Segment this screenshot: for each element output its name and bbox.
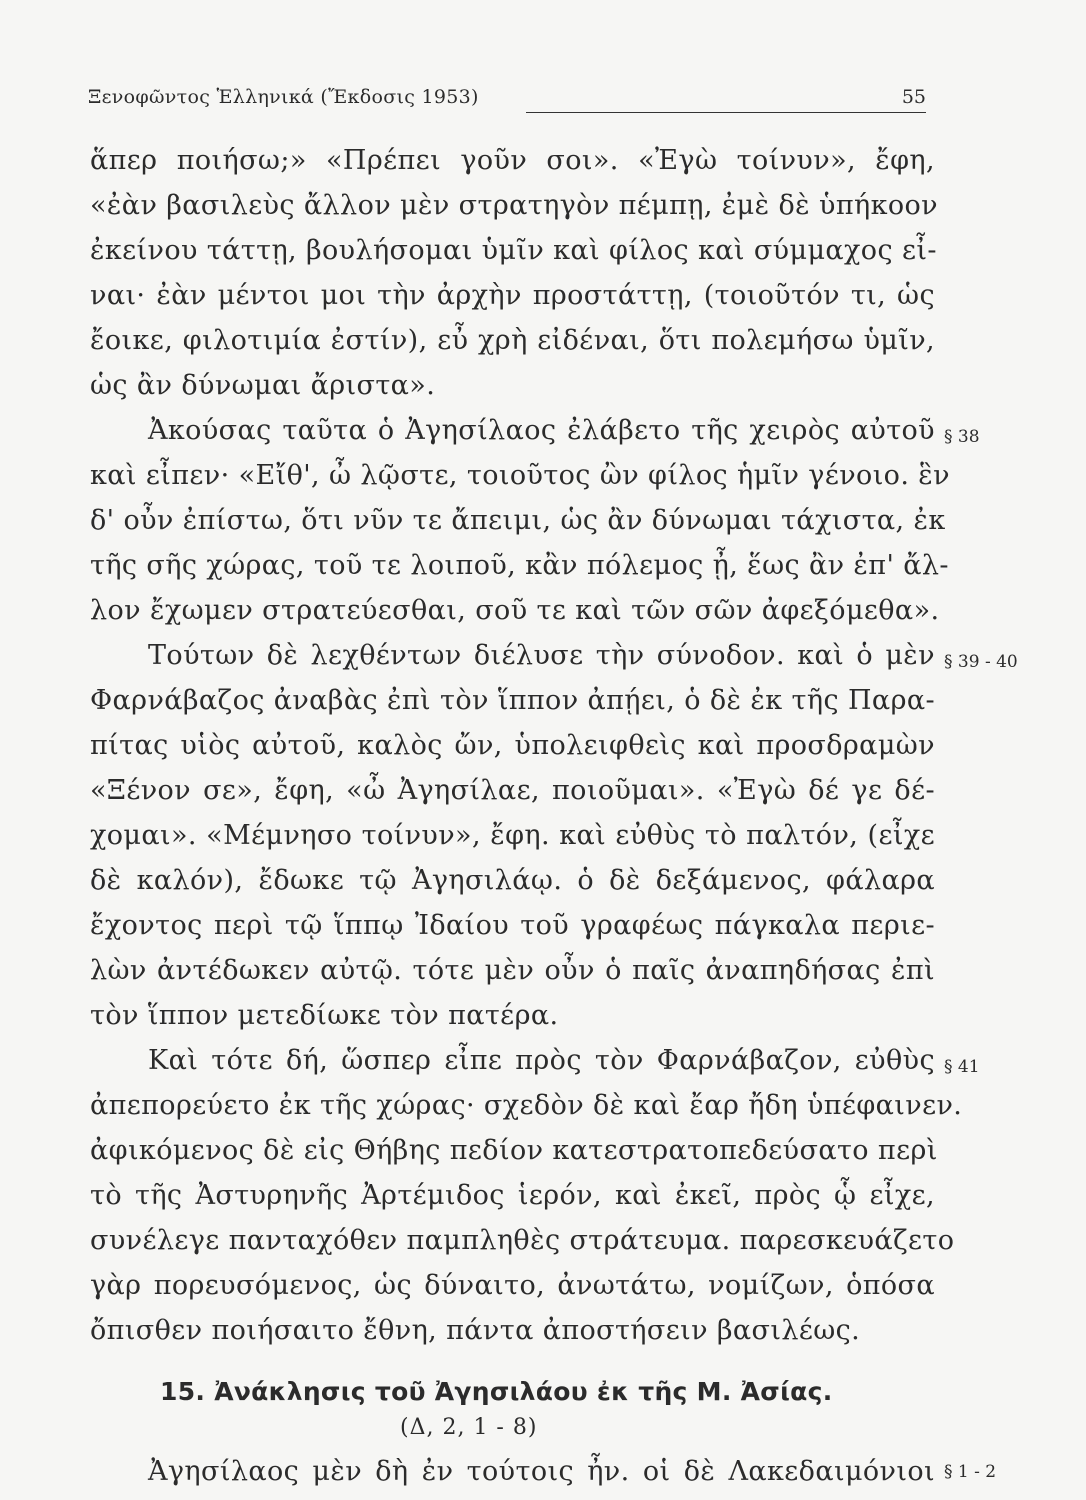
text-line: πίτας υἱὸς αὐτοῦ, καλὸς ὤν, ὑπολειφθεὶς καὶ προσδραμὼν — [90, 730, 935, 761]
text-line: ἀπεπορεύετο ἐκ τῆς χώρας· σχεδὸν δὲ καὶ ἔαρ ἤδη ὑπέφαινεν. — [90, 1090, 963, 1121]
margin-note: § 41 — [944, 1057, 980, 1077]
text-line: ναι· ἐὰν μέντοι μοι τὴν ἀρχὴν προστάττῃ, (τοιοῦτόν τι, ὡς — [90, 280, 935, 311]
text-line: λον ἔχωμεν στρατεύεσθαι, σοῦ τε καὶ τῶν σῶν ἀφεξόμεθα». — [90, 595, 940, 626]
margin-note: § 38 — [944, 427, 980, 447]
text-line: ἔοικε, φιλοτιμία ἐστίν), εὖ χρὴ εἰδέναι, ὅτι πολεμήσω ὑμῖν, — [90, 325, 935, 356]
header-rule — [526, 112, 926, 113]
text-line: ἐκείνου τάττῃ, βουλήσομαι ὑμῖν καὶ φίλος καὶ σύμμαχος εἶ- — [90, 235, 937, 266]
text-line: καὶ εἶπεν· «Εἴθ', ὦ λῷστε, τοιοῦτος ὢν φίλος ἡμῖν γένοιο. ἓν — [90, 460, 950, 491]
page-number: 55 — [901, 86, 926, 108]
text-line: ἔχοντος περὶ τῷ ἵππῳ Ἰδαίου τοῦ γραφέως πάγκαλα περιε- — [90, 910, 935, 941]
text-line: Καὶ τότε δή, ὥσπερ εἶπε πρὸς τὸν Φαρνάβαζον, εὐθὺς — [148, 1045, 935, 1076]
running-title: Ξενοφῶντος Ἑλληνικά (Ἔκδοσις 1953) — [88, 86, 479, 108]
text-line: δὲ καλόν), ἔδωκε τῷ Ἀγησιλάῳ. ὁ δὲ δεξάμενος, φάλαρα — [90, 865, 935, 896]
margin-note: § 39 - 40 — [944, 652, 1018, 672]
text-line: Τούτων δὲ λεχθέντων διέλυσε τὴν σύνοδον. καὶ ὁ μὲν — [148, 640, 935, 671]
text-line: ἅπερ ποιήσω;» «Πρέπει γοῦν σοι». «Ἐγὼ τοίνυν», ἔφη, — [90, 145, 935, 176]
text-line: τὸν ἵππον μετεδίωκε τὸν πατέρα. — [90, 1000, 559, 1031]
text-line: «ἐὰν βασιλεὺς ἄλλον μὲν στρατηγὸν πέμπῃ, ἐμὲ δὲ ὑπήκοον — [90, 190, 938, 221]
text-line: δ' οὖν ἐπίστω, ὅτι νῦν τε ἄπειμι, ὡς ἂν δύνωμαι τάχιστα, ἐκ — [90, 505, 946, 536]
page-header — [88, 86, 926, 116]
text-line: συνέλεγε πανταχόθεν παμπληθὲς στράτευμα. παρεσκευάζετο — [90, 1225, 955, 1256]
text-line: Φαρνάβαζος ἀναβὰς ἐπὶ τὸν ἵππον ἀπῄει, ὁ δὲ ἐκ τῆς Παρα- — [90, 685, 935, 716]
text-line: ὡς ἂν δύνωμαι ἄριστα». — [90, 370, 436, 401]
text-line: ἀφικόμενος δὲ εἰς Θήβης πεδίον κατεστρατοπεδεύσατο περὶ — [90, 1135, 938, 1166]
section-reference: (Δ, 2, 1 - 8) — [400, 1415, 538, 1440]
section-first-line: Ἀγησίλαος μὲν δὴ ἐν τούτοις ἦν. οἱ δὲ Λακεδαιμόνιοι — [148, 1456, 935, 1487]
text-line: τὸ τῆς Ἀστυρηνῆς Ἀρτέμιδος ἱερόν, καὶ ἐκεῖ, πρὸς ᾧ εἶχε, — [90, 1180, 935, 1211]
text-line: χομαι». «Μέμνησο τοίνυν», ἔφη. καὶ εὐθὺς τὸ παλτόν, (εἶχε — [90, 820, 935, 851]
margin-note: § 1 - 2 — [944, 1462, 997, 1482]
text-line: γὰρ πορευσόμενος, ὡς δύναιτο, ἀνωτάτω, νομίζων, ὁπόσα — [90, 1270, 935, 1301]
text-line: τῆς σῆς χώρας, τοῦ τε λοιποῦ, κἂν πόλεμος ᾖ, ἕως ἂν ἐπ' ἄλ- — [90, 550, 949, 581]
section-title: 15. Ἀνάκλησις τοῦ Ἀγησιλάου ἐκ τῆς Μ. Ἀσίας. — [160, 1377, 833, 1406]
text-line: «Ξένον σε», ἔφη, «ὦ Ἀγησίλαε, ποιοῦμαι». «Ἐγὼ δέ γε δέ- — [90, 775, 935, 806]
text-line: λὼν ἀντέδωκεν αὐτῷ. τότε μὲν οὖν ὁ παῖς ἀναπηδήσας ἐπὶ — [90, 955, 935, 986]
text-line: Ἀκούσας ταῦτα ὁ Ἀγησίλαος ἐλάβετο τῆς χειρὸς αὐτοῦ — [148, 415, 935, 446]
text-line: ὄπισθεν ποιήσαιτο ἔθνη, πάντα ἀποστήσειν βασιλέως. — [90, 1315, 861, 1346]
